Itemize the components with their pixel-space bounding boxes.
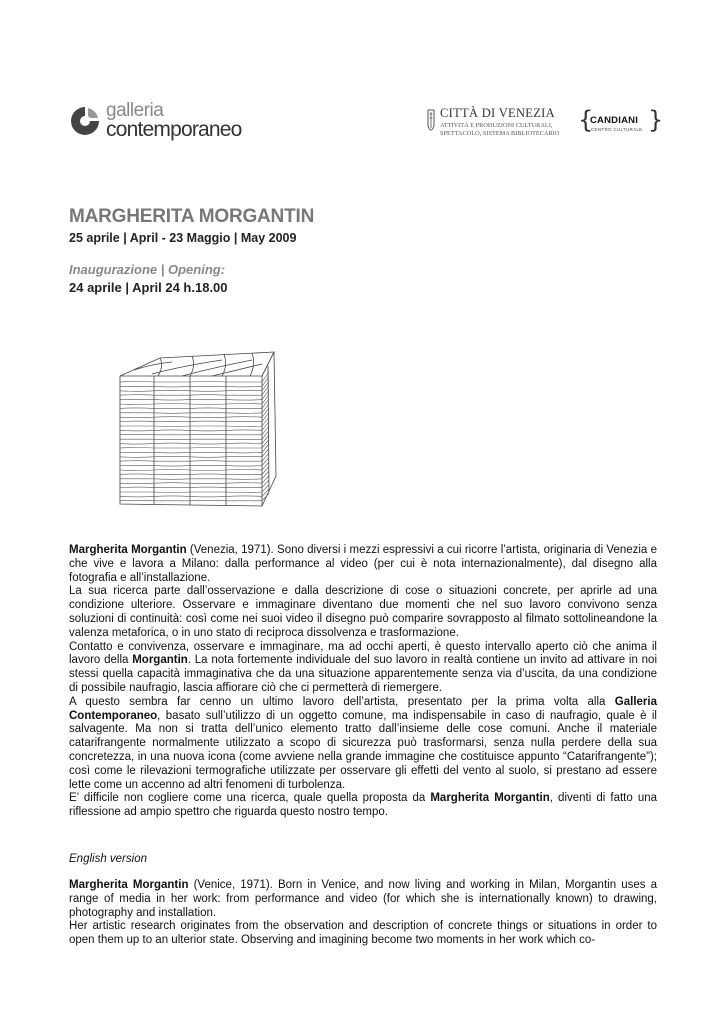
english-paragraph-2: Her artistic research originates from the observation and description of concrete things or situations in order to open them up to an ulterior state. Observing and imagining become two moments in her work which co- [69, 920, 657, 947]
venezia-logo-title: CITTÀ DI VENEZIA [440, 106, 555, 120]
artwork-layer-line [120, 485, 269, 493]
venezia-crest-icon [426, 108, 436, 138]
italian-paragraph-5 [69, 792, 657, 820]
gallery-logo-line2: contemporaneo [106, 118, 242, 141]
paragraph-text: (Venice, 1971). Born in Venice, and now living and working in Milan, Morgantin uses a range of media in her work: from performance and video (for which she is internationally known) to drawing, photography and installation. [69, 879, 658, 919]
english-paragraph-1 [69, 879, 657, 920]
candiani-logo [578, 106, 664, 140]
venezia-logo-subtitle: ATTIVITÀ E PRODUZIONI CULTURALI, SPETTACOLO, SISTEMA BIBLIOTECARIO [440, 122, 560, 137]
paragraph-text: , basato sull’utilizzo di un oggetto comune, ma indispensabile in caso di naufragio, quale è il salvagente. Ma non si tratta dell’unico elemento tratto dall’insieme delle cose comuni. Anche il materiale catarifrangente normalmente utilizzato a scopo di sicurezza può trasformarsi, senza nulla perdere della sua concretezza, in una nuova icona (come avviene nella grande immagine che costituisce appunto “Catarifrangente”); così come le rilevazioni termografiche utilizzate per osservare gli effetti del vento al suolo, si prestano ad essere lette come un accenno ad altri fenomeni di turbolenza. [69, 709, 657, 791]
candiani-logo-name: CANDIANI [590, 115, 639, 126]
citta-di-venezia-logo [426, 108, 576, 148]
artwork-layer-line [120, 413, 269, 422]
artwork-layer-line [120, 458, 269, 467]
artist-surname-bold: Morgantin [132, 654, 188, 667]
gallery-logo-mark-icon [68, 104, 102, 138]
paragraph-text: Contatto e convivenza, osservare e immaginare, ma ad occhi aperti, è questo intervallo aperto ciò che anima il lavoro della [69, 640, 657, 667]
italian-paragraph-2: La sua ricerca parte dall’osservazione e dalla descrizione di cose o situazioni concrete, per aprirle ad una condizione ulteriore. Osservare e immaginare diventano due momenti che nel suo lavoro convivono senza soluzioni di continuità: così come nei suoi video il disegno può comparire sovrapposto al filmato sottolineandone la valenza metaforica, o in uno stato di reciproca dissolvenza e trasformazione. [69, 585, 657, 639]
candiani-logo-subtitle: CENTRO CULTURALE [591, 127, 643, 132]
paragraph-text: (Venezia, 1971). Sono diversi i mezzi espressivi a cui ricorre l’artista, originaria di Venezia e che vive e lavora a Milano: dalla performance al video (per cui è nota internazionalmente), dal disegno alla fotografia e all’installazione. [69, 544, 657, 584]
english-version-label: English version [69, 853, 147, 865]
italian-paragraph-1 [69, 544, 657, 585]
paragraph-text: . La nota fortemente individuale del suo lavoro in realtà contiene un invito ad attivare in noi stessi quella capacità immaginativa che da una situazione apparentemente senza via d’uscita, da una condizione di possibile naufragio, lascia affiorare ciò che ci permetterà di riemergere. [69, 654, 658, 694]
gallery-logo-line1: galleria [106, 100, 164, 121]
artist-name-bold: Margherita Morgantin [69, 879, 189, 891]
letterhead [0, 0, 725, 160]
candiani-right-brace-icon: } [648, 106, 664, 134]
artist-title: MARGHERITA MORGANTIN [69, 206, 315, 227]
paragraph-text: , diventi di fatto una riflessione ad ampio spettro che riguarda questo nostro tempo. [69, 792, 658, 819]
artwork-drawing [112, 346, 288, 522]
artwork-layer-line [120, 476, 269, 484]
gallery-name-bold: Galleria Contemporaneo [69, 695, 657, 722]
paragraph-text: A questo sembra far cenno un ultimo lavoro dell’artista, presentato per la prima volta alla [69, 695, 615, 708]
artwork-layer-line [120, 471, 269, 479]
english-description [69, 879, 657, 948]
artist-name-bold: Margherita Morgantin [430, 792, 550, 805]
candiani-left-brace-icon: { [578, 106, 594, 134]
italian-description [69, 544, 657, 820]
opening-time: 24 aprile | April 24 h.18.00 [69, 280, 228, 295]
opening-label: Inaugurazione | Opening: [69, 262, 226, 277]
artwork-layer-line [120, 489, 269, 497]
paragraph-text: E’ difficile non cogliere come una ricerca, quale quella proposta da [69, 792, 431, 805]
artwork-layer-line [120, 444, 269, 453]
artist-name-bold: Margherita Morgantin [69, 544, 187, 556]
italian-paragraph-4 [69, 696, 657, 793]
artwork-layer-line [120, 372, 269, 382]
exhibition-dates: 25 aprile | April - 23 Maggio | May 2009 [69, 231, 297, 245]
italian-paragraph-3 [69, 641, 657, 696]
galleria-contemporaneo-logo [68, 100, 308, 144]
